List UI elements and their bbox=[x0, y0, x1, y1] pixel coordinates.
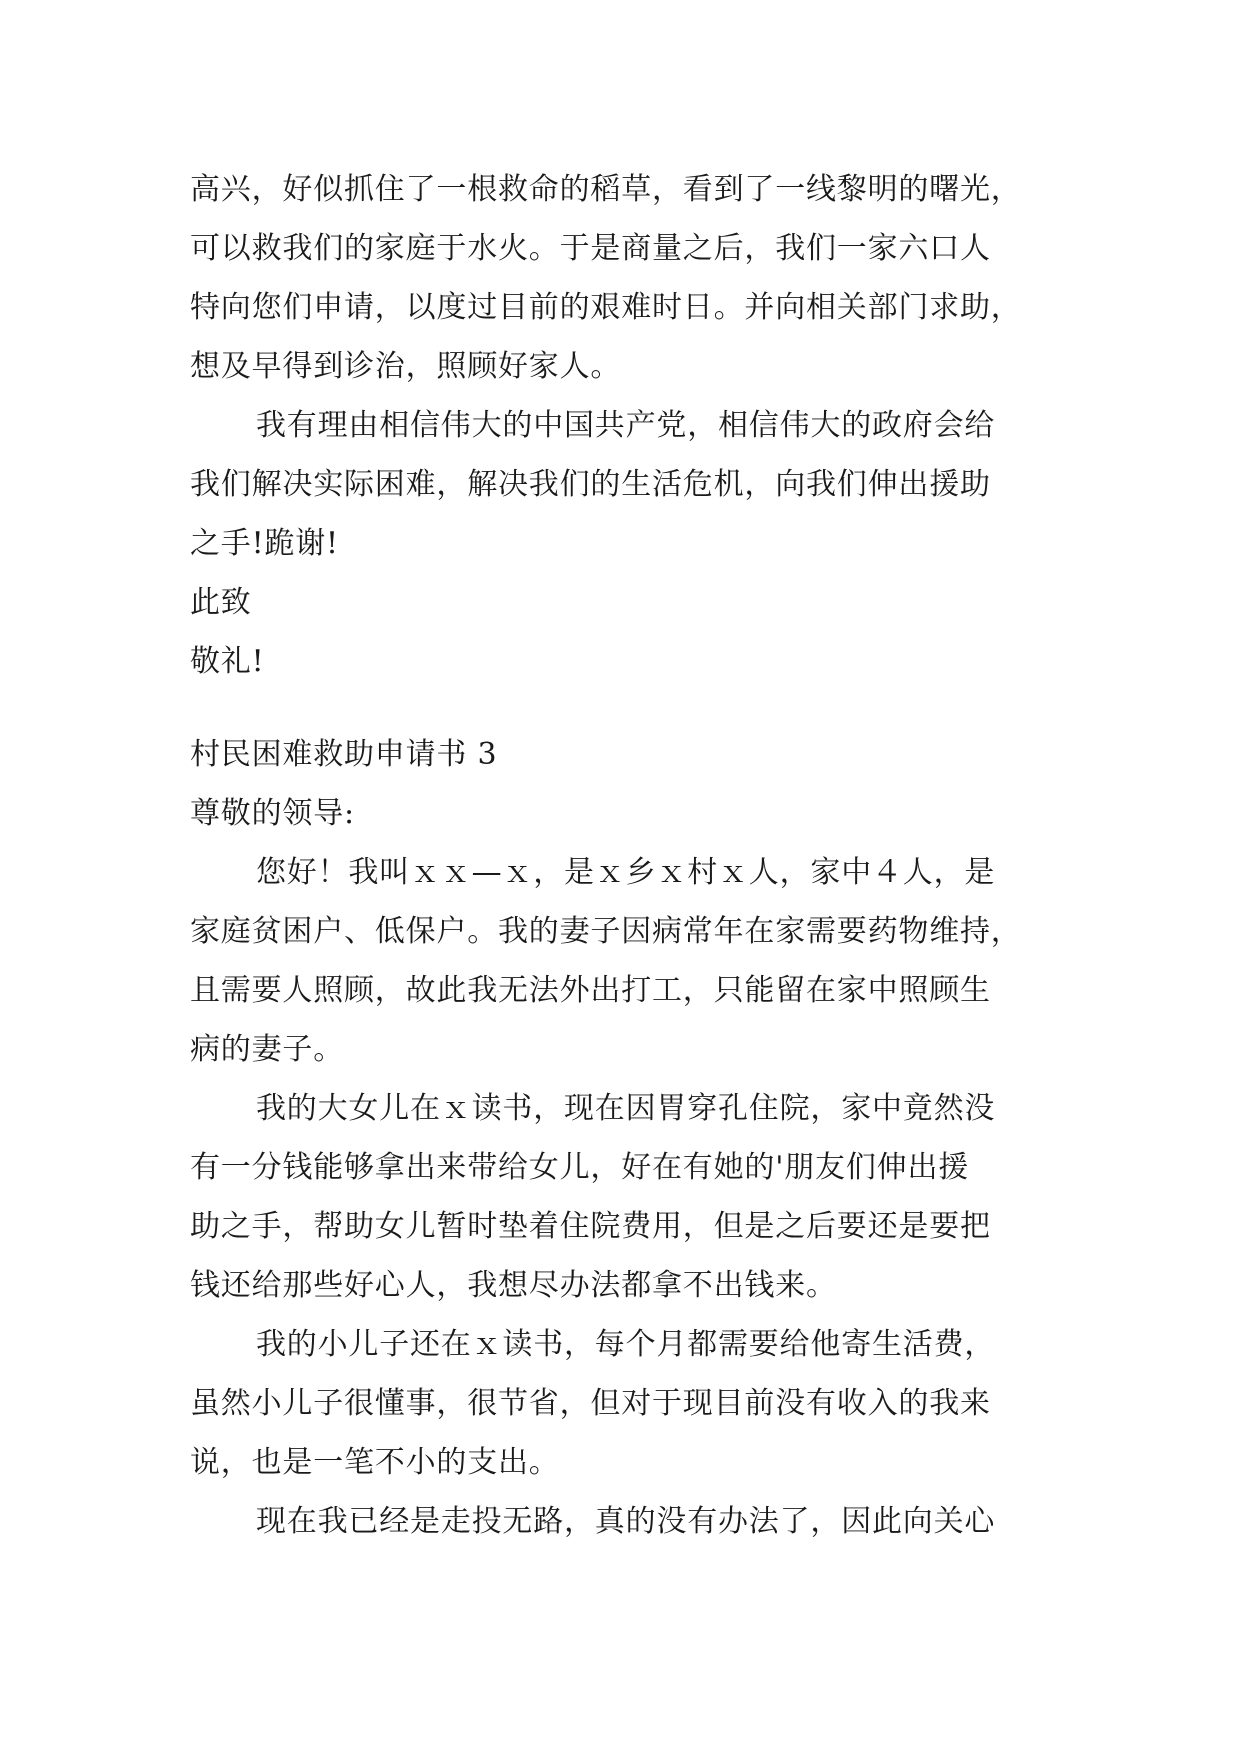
section-spacer bbox=[190, 691, 1070, 725]
text-line: 想及早得到诊治，照顾好家人。 bbox=[190, 349, 622, 384]
text-line: 之手!跪谢! bbox=[190, 526, 339, 561]
text-line: 特向您们申请，以度过目前的艰难时日。并向相关部门求助， bbox=[190, 290, 1022, 325]
text-line: 有一分钱能够拿出来带给女儿，好在有她的'朋友们伸出援 bbox=[190, 1150, 970, 1185]
text-line: 且需要人照顾，故此我无法外出打工，只能留在家中照顾生 bbox=[190, 973, 991, 1008]
closing-line-2: 敬礼! bbox=[190, 644, 265, 679]
text-line: 可以救我们的家庭于水火。于是商量之后，我们一家六口人 bbox=[190, 231, 991, 266]
text-line: 我们解决实际困难，解决我们的生活危机，向我们伸出援助 bbox=[190, 467, 991, 502]
paragraph-first-line: 我的大女儿在ｘ读书，现在因胃穿孔住院，家中竟然没 bbox=[256, 1091, 996, 1126]
text-line: 病的妻子。 bbox=[190, 1032, 344, 1067]
text-line: 助之手，帮助女儿暂时垫着住院费用，但是之后要还是要把 bbox=[190, 1209, 991, 1244]
closing-line-1: 此致 bbox=[190, 585, 252, 620]
paragraph-first-line: 您好！我叫ｘｘ—ｘ，是ｘ乡ｘ村ｘ人，家中４人，是 bbox=[256, 855, 996, 890]
text-line: 说，也是一笔不小的支出。 bbox=[190, 1445, 560, 1480]
document-body bbox=[190, 160, 1070, 1551]
paragraph-first-line: 我有理由相信伟大的中国共产党，相信伟大的政府会给 bbox=[256, 408, 996, 443]
text-line: 虽然小儿子很懂事，很节省，但对于现目前没有收入的我来 bbox=[190, 1386, 991, 1421]
section-title: 村民困难救助申请书 3 bbox=[190, 737, 498, 772]
text-line: 高兴，好似抓住了一根救命的稻草，看到了一线黎明的曙光， bbox=[190, 172, 1022, 207]
paragraph-first-line: 现在我已经是走投无路，真的没有办法了，因此向关心 bbox=[256, 1504, 996, 1539]
text-line: 钱还给那些好心人，我想尽办法都拿不出钱来。 bbox=[190, 1268, 837, 1303]
salutation: 尊敬的领导: bbox=[190, 796, 355, 831]
paragraph-first-line: 我的小儿子还在ｘ读书，每个月都需要给他寄生活费， bbox=[256, 1327, 996, 1362]
text-line: 家庭贫困户、低保户。我的妻子因病常年在家需要药物维持， bbox=[190, 914, 1022, 949]
